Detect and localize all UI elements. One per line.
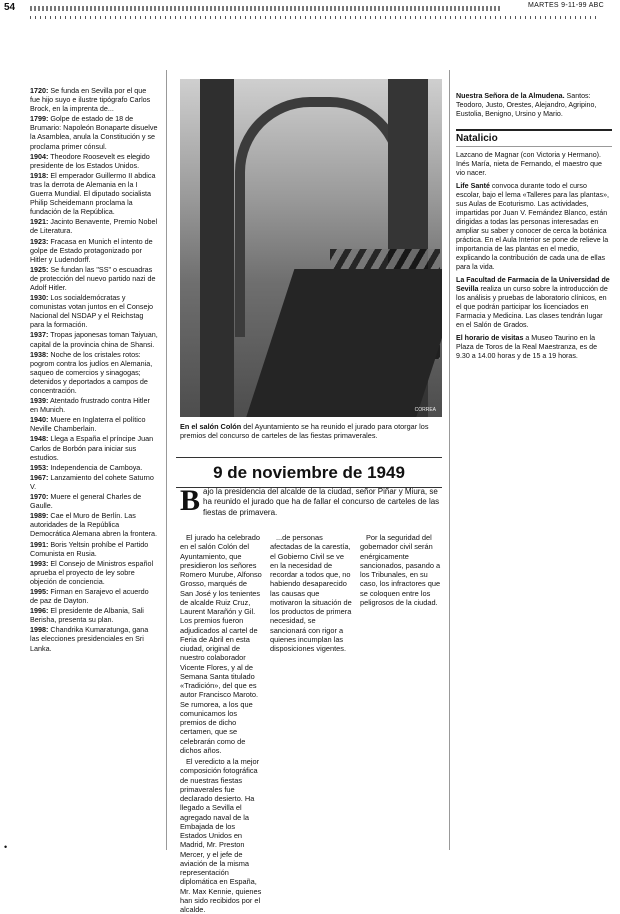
ephemeris-year: 1970: — [30, 492, 49, 502]
agenda-entry — [456, 182, 612, 272]
ephemeris-text: Se funda en Sevilla por el que fue hijo suyo e ilustre tipógrafo Carlos Brock, en la imprenta de... — [30, 86, 151, 114]
ephemeris-item — [30, 152, 158, 170]
ephemeris-year: 1995: — [30, 586, 49, 596]
agenda-entry — [456, 334, 612, 361]
ephemeris-text: Fracasa en Munich el intento de golpe de Estado protagonizado por Hitler y Ludendorff. — [30, 236, 153, 264]
ephemeris-year: 1989: — [30, 511, 49, 521]
ephemeris-item — [30, 350, 158, 395]
photo-credit: CORREA — [414, 407, 436, 413]
ephemeris-year: 1938: — [30, 349, 49, 359]
ephemeris-year: 1953: — [30, 462, 49, 472]
saints-text: Santos: Teodoro, Justo, Orestes, Alejandro, Agripino, Eustolia, Benigno, Ursino y Mario. — [456, 92, 597, 118]
ephemeris-year: 1996: — [30, 606, 49, 616]
agenda-entry-text: a Museo Taurino en la Plaza de Toros de la Real Maestranza, es de 9.30 a 14.00 horas y de 15 a 19 horas. — [456, 334, 598, 360]
photo-pillar-left — [200, 79, 234, 417]
saints-entry — [456, 92, 612, 119]
main-photo — [180, 79, 442, 417]
ephemeris-item — [30, 540, 158, 558]
ephemeris-item — [30, 473, 158, 491]
article-paragraph: Por la seguridad del gobernador civil serán enérgicamente sancionados, pasando a los Tribunales, en su caso, los infractores que se coloquen entre los peligrosos de la ciudad. — [360, 533, 441, 607]
caption-text: del Ayuntamiento se ha reunido el jurado para otorgar los premios del concurso de carteles de las fiestas primaverales. — [180, 422, 429, 441]
ephemeris-item — [30, 396, 158, 414]
agenda-entry-title: Life Santé — [456, 182, 490, 190]
ephemeris-item — [30, 114, 158, 150]
article-column — [360, 533, 442, 607]
ephemeris-year: 1991: — [30, 539, 49, 549]
caption-lead: En el salón Colón — [180, 422, 242, 431]
ephemeris-item — [30, 217, 158, 235]
ephemeris-item — [30, 434, 158, 461]
lead-text: ajo la presidencia del alcalde de la ciudad, señor Piñar y Miura, se ha reunido el jurado que ha de fallar el concurso de carteles de las fiestas de primavera. — [203, 487, 440, 517]
ephemeris-text: Firman en Sarajevo el acuerdo de paz de Dayton. — [30, 586, 149, 606]
ephemeris-item — [30, 86, 158, 113]
ephemeris-item — [30, 293, 158, 329]
agenda-entry — [456, 276, 612, 330]
column-divider-left — [166, 70, 167, 850]
article-paragraph: El jurado ha celebrado en el salón Colón del Ayuntamiento, que presidieron los señores Romero Murube, Alfonso Grosso, marqués de San José y los tenientes de alcalde Ruiz Cruz, Laurent Marañón y Gil. Los premios fueron adjudicados al cartel de Feria de Abril en esta ciudad, original de nuestro colaborador Vicente Flores, y al de Semana Santa titulado «Tradición», del que es autor Francisco Maroto. Se rumorea, a los que comunicamos los premios de dicho certamen, que se celebrarán como de dichos años. — [180, 533, 262, 755]
ephemeris-year: 1940: — [30, 415, 49, 425]
article-date-title: 9 de noviembre de 1949 — [176, 457, 442, 488]
header-date: MARTES 9-11-99 ABC — [528, 2, 604, 9]
ephemeris-text: Se fundan las "SS" o escuadras de protección del nuevo partido nazi de Adolf Hitler. — [30, 264, 156, 292]
agenda-entry-title: La Facultad de Farmacia de la Universidad de Sevilla — [456, 276, 610, 293]
saints-title: Nuestra Señora de la Almudena. — [456, 92, 565, 100]
dotted-divider — [30, 16, 600, 19]
ephemeris-year: 1967: — [30, 472, 49, 482]
ephemeris-year: 1799: — [30, 114, 49, 124]
ephemeris-year: 1925: — [30, 264, 49, 274]
agenda-entry-text: convoca durante todo el curso escolar, bajo el lema «Talleres para las plantas», sus Aulas de Ecoturismo. Las actividades, impartidas por Juan V. Fernández Blanco, están dirigidas a todas las personas interesadas en ampliar su saber y conocer de cerca la botánica práctica. En el Aula Interior se pone de relieve la importancia de las plantas en el medio, explicando la contribución de cada una de ellas para la vida. — [456, 182, 609, 271]
column-divider-right — [449, 70, 450, 850]
ephemeris-year: 1998: — [30, 625, 49, 635]
header-rule — [30, 6, 500, 11]
ephemeris-text: Tropas japonesas toman Taiyuan, capital de la provincia china de Shansi. — [30, 330, 158, 349]
ephemeris-text: El Consejo de Ministros español aprueba el proyecto de ley sobre objeción de conciencia. — [30, 558, 154, 586]
ephemeris-item — [30, 237, 158, 264]
ephemeris-text: Cae el Muro de Berlín. Las autoridades de la República Democrática Alemana abren la frontera. — [30, 511, 158, 539]
agenda-column — [456, 92, 612, 362]
ephemeris-year: 1921: — [30, 217, 49, 227]
ephemeris-item — [30, 463, 158, 472]
ephemeris-year: 1930: — [30, 293, 49, 303]
photo-caption — [180, 422, 442, 440]
article-column — [270, 533, 352, 653]
ephemeris-item — [30, 415, 158, 433]
ephemeris-year: 1923: — [30, 236, 49, 246]
ephemeris-text: Theodore Roosevelt es elegido presidente de los Estados Unidos. — [30, 151, 150, 170]
ephemeris-text: Chandrika Kumaratunga, gana las elecciones presidenciales en Sri Lanka. — [30, 625, 149, 653]
agenda-entry-text: realiza un curso sobre la introducción de los análisis y pruebas de laboratorio clínicos, en el que podrán participar los licenciados en Farmacia y Medicina. Las clases tendrán lugar en el Salón de Grados. — [456, 285, 608, 329]
ephemeris-text: El emperador Guillermo II abdica tras la derrota de Alemania en la I Guerra Mundial. El diputado socialista Philip Scheidemann proclama la fundación de la República. — [30, 170, 156, 217]
ephemeris-year: 1937: — [30, 330, 49, 340]
ephemeris-item — [30, 511, 158, 538]
page-corner-mark: • — [4, 842, 8, 852]
article-paragraph: El veredicto a la mejor composición fotográfica de nuestras fiestas primaverales fue declarado desierto. Ha llegado a Sevilla el agregado naval de la Embajada de los Estados Unidos en Madrid, Mr. Preston Mercer, y el jefe de aviación de la misma representación diplomática en España, Mr. Max Kennie, quienes han sido recibidos por el alcalde. — [180, 757, 262, 914]
ephemeris-year: 1720: — [30, 86, 49, 95]
ephemeris-text: Independencia de Camboya. — [50, 462, 143, 472]
article-paragraph: ...de personas afectadas de la carestía, el Gobierno Civil se ve en la necesidad de recordar a todos que, no habiendo desaparecido las causas que motivaron la situación de los productos de primera necesidad, se sancionará con rigor a quienes incumplan las disposiciones vigentes. — [270, 533, 352, 653]
section-heading-natalicio: Natalicio — [456, 129, 612, 147]
agenda-entry-title: El horario de visitas — [456, 334, 524, 342]
ephemeris-item — [30, 492, 158, 510]
agenda-entries — [456, 182, 612, 361]
ephemeris-text: Boris Yeltsin prohíbe el Partido Comunista en Rusia. — [30, 539, 149, 558]
ephemeris-item — [30, 625, 158, 652]
ephemeris-text: Muere en Inglaterra el político Neville Chamberlain. — [30, 415, 146, 434]
ephemeris-year: 1904: — [30, 151, 49, 161]
article-lead — [180, 484, 442, 518]
ephemerides-column — [30, 86, 158, 654]
ephemeris-text: Muere el general Charles de Gaulle. — [30, 492, 142, 511]
ephemeris-item — [30, 171, 158, 216]
ephemeris-text: Golpe de estado de 18 de Brumario: Napoleón Bonaparte disuelve la Asamblea, anula la Constitución y se proclama primer cónsul. — [30, 114, 158, 151]
ephemeris-text: Noche de los cristales rotos: pogrom contra los judíos en Alemania, saqueo de comercios y sinagogas; detenidos y deportados a campos de concentración. — [30, 349, 153, 395]
ephemeris-year: 1918: — [30, 170, 49, 180]
article-body — [180, 533, 442, 914]
drop-cap: B — [180, 484, 201, 517]
ephemeris-text: Lanzamiento del cohete Saturno V. — [30, 472, 154, 491]
birth-entry: Lazcano de Magnar (con Victoria y Hermano). Inés María, nieta de Fernando, el maestro que vio nacer. — [456, 151, 602, 177]
ephemeris-year: 1948: — [30, 434, 49, 444]
ephemeris-year: 1939: — [30, 396, 49, 406]
ephemeris-text: Jacinto Benavente, Premio Nobel de Literatura. — [30, 217, 158, 236]
ephemeris-text: Los socialdemócratas y comunistas votan juntos en el Consejo Nacional del NSDAP y el Reichstag para la formación. — [30, 293, 154, 330]
ephemeris-item — [30, 559, 158, 586]
ephemeris-text: El presidente de Albania, Sali Berisha, presenta su plan. — [30, 606, 144, 625]
ephemeris-item — [30, 587, 158, 605]
ephemeris-text: Llega a España el príncipe Juan Carlos de Borbón para iniciar sus estudios. — [30, 434, 154, 462]
ephemeris-item — [30, 330, 158, 348]
page-number: 54 — [4, 2, 16, 13]
ephemeris-item — [30, 265, 158, 292]
ephemeris-year: 1993: — [30, 558, 49, 568]
ephemeris-text: Atentado frustrado contra Hitler en Munich. — [30, 396, 150, 415]
ephemeris-item — [30, 606, 158, 624]
